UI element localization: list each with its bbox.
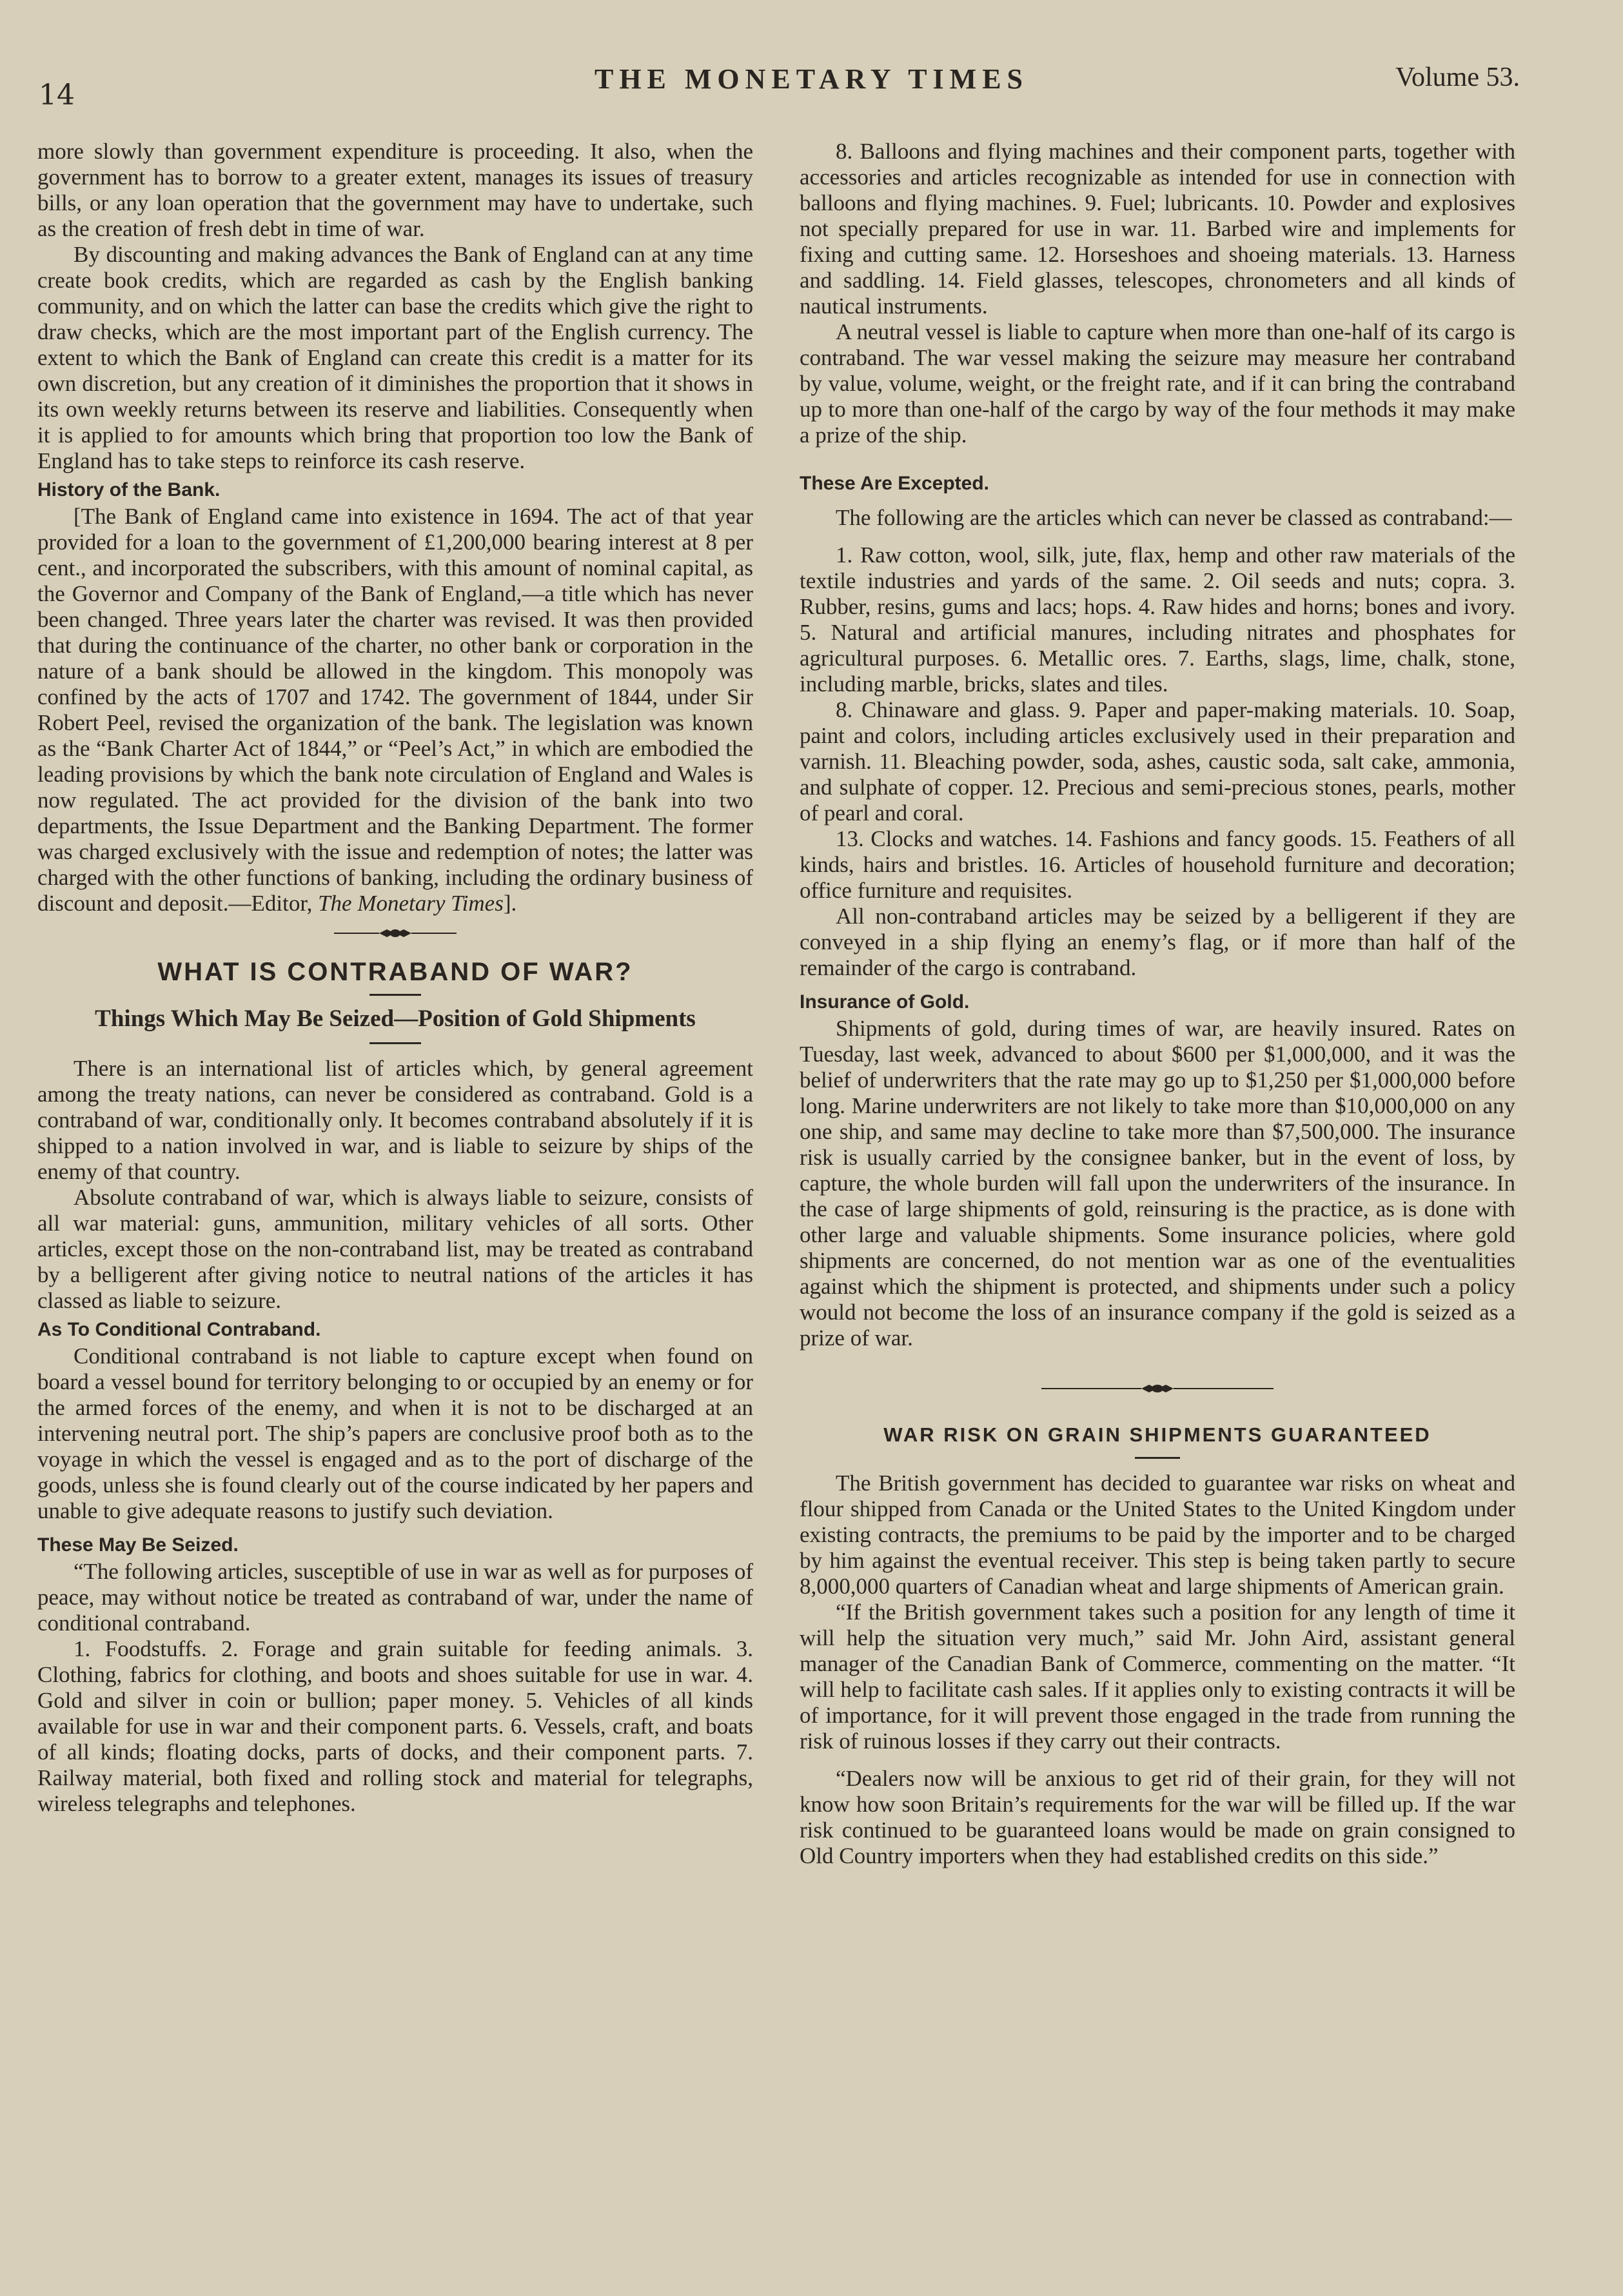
paragraph-dealers: “Dealers now will be anxious to get rid of their grain, for they will not know how soon Britain’s requirements for the war will be filled up. If the war risk continued to be guaranteed loans would be made on grain consigned to Old Country importers when they had established credits on this side.” — [800, 1766, 1515, 1868]
paragraph-excepted-1-7: 1. Raw cotton, wool, silk, jute, flax, hemp and other raw materials of the textile industries and yards of the same. 2. Oil seeds and nuts; copra. 3. Rubber, resins, gums and lacs; hops. 4. Raw hides and horns; bones and ivory. 5. Natural and artificial manures, including nitrates and phosphates for agricultural purposes. 6. Metallic ores. 7. Earths, slags, lime, chalk, stone, including marble, bricks, slates and tiles. — [800, 542, 1515, 697]
page-number: 14 — [39, 79, 75, 112]
article-title-contraband: WHAT IS CONTRABAND OF WAR? — [157, 958, 633, 986]
paragraph-insurance-gold: Shipments of gold, during times of war, are heavily insured. Rates on Tuesday, last week, advanced to about $600 per $1,000,000, and it was the belief of underwriters that the rate may go up to $1,250 per $1,000,000 before long. Marine underwriters are not likely to take more than $10,000,000 on any one ship, and same may decline to take more than $7,500,000. The insurance risk is usually carried by the consignee banker, but in the event of loss, by capture, the whole burden will fall upon the underwriters of the insurance. In the case of large shipments of gold, reinsuring is the practice, as is done with other large and valuable shipments. Some insurance policies, where gold shipments are concerned, do not mention war as one of the eventualities against which the shipment is protected, and shipments under such a policy would not become the loss of an insurance company if the gold is seized as a prize of war. — [800, 1016, 1515, 1351]
subhead-conditional: As To Conditional Contraband. — [37, 1319, 321, 1340]
paragraph-neutral-vessel: A neutral vessel is liable to capture when more than one-half of its cargo is contraband. The war vessel making the seizure may measure her contraband by value, volume, weight, or the freight rate, and if it can bring the contraband up to more than one-half of the cargo by way of the four methods it may make a prize of the ship. — [800, 319, 1515, 448]
history-end: ]. — [503, 891, 517, 916]
paragraph-items-8-14: 8. Balloons and flying machines and their component parts, together with accessories and articles recognizable as intended for use in connection with balloons and flying machines. 9. Fuel; lubricants. 10. Powder and explosives not specially prepared for use in war. 11. Barbed wire and implements for fixing and cutting same. 12. Horseshoes and shoeing materials. 13. Harness and saddling. 14. Field glasses, telescopes, chronometers and all kinds of nautical instruments. — [800, 139, 1515, 319]
paragraph-aird-quote: “If the British government takes such a position for any length of time it will help the situation very much,” said Mr. John Aird, assistant general manager of the Canadian Bank of Commerce, commenting on the matter. “It will help to facilitate cash sales. If it applies only to existing contracts it will be of importance, for it will prevent those engaged in the trade from running the risk of ruinous losses if they carry out their contracts. — [800, 1599, 1516, 1754]
subhead-insurance-gold: Insurance of Gold. — [800, 991, 970, 1013]
paragraph-history — [37, 504, 753, 916]
paragraph-discounting: By discounting and making advances the Bank of England can at any time create book credits, which are regarded as cash by the English banking community, and on which the latter can base the credits which give the right to draw checks, which are the most important part of the English currency. The extent to which the Bank of England can create this credit is a matter for its own discretion, but any creation of it diminishes the proportion that it shows in its own weekly returns between its reserve and liabilities. Consequently when it is applied to for amounts which bring that proportion too low the Bank of England has to take steps to reinforce its cash reserve. — [37, 242, 753, 473]
paragraph-excepted-8-12: 8. Chinaware and glass. 9. Paper and paper-making materials. 10. Soap, paint and colors, including articles exclusively used in their preparation and varnish. 11. Bleaching powder, soda, ashes, caustic soda, salt cake, ammonia, and sulphate of copper. 12. Precious and semi-precious stones, pearls, mother of pearl and coral. — [800, 697, 1515, 826]
history-text: [The Bank of England came into existence in 1694. The act of that year provided for a loan to the government of £1,200,000 bearing interest at 8 per cent., and incorporated the subscribers, with this amount of nominal capital, as the Governor and Company of the Bank of England,—a title which has never been changed. Three years later the charter was revised. It was then provided that during the continuance of the charter, no other bank or corporation in the nature of a bank should be allowed in the kingdom. This monopoly was confined by the acts of 1707 and 1742. The government of 1844, under Sir Robert Peel, revised the organization of the bank. The legislation was known as the “Bank Charter Act of 1844,” or “Peel’s Act,” in which are embodied the leading provisions by which the bank note circulation of England and Wales is now regulated. The act provided for the division of the bank into two departments, the Issue Department and the Banking Department. The former was charged exclusively with the issue and redemption of notes; the latter was charged with the other functions of banking, including the ordinary business of discount and deposit.—Editor, — [37, 504, 753, 916]
paragraph-seized-quote: “The following articles, susceptible of use in war as well as for purposes of peace, may without notice be treated as contraband of war, under the name of conditional contraband. — [37, 1559, 753, 1636]
paragraph-non-contraband: All non-contraband articles may be seized by a belligerent if they are conveyed in a ship flying an enemy’s flag, or if more than half of the remainder of the cargo is contraband. — [800, 904, 1515, 980]
title-rule-2 — [1135, 1457, 1180, 1459]
article-title-grain: WAR RISK ON GRAIN SHIPMENTS GUARANTEED — [883, 1423, 1431, 1446]
history-source: The Monetary Times — [318, 891, 504, 916]
paragraph-absolute: Absolute contraband of war, which is always liable to seizure, consists of all war material: guns, ammunition, military vehicles of all sorts. Other articles, except those on the non-contraband list, may be treated as contraband by a belligerent after giving notice to neutral nations of the articles it has classed as liable to seizure. — [37, 1185, 753, 1313]
ornament-divider-2 — [800, 1381, 1515, 1400]
left-column — [37, 139, 753, 1817]
paragraph-international-list: There is an international list of articles which, by general agreement among the treaty nations, can never be considered as contraband. Gold is a contraband of war, conditionally only. It becomes contraband absolutely if it is shipped to a nation involved in war, and is liable to seizure by ships of the enemy of that country. — [37, 1056, 753, 1184]
right-column — [800, 139, 1515, 1869]
subhead-seized: These May Be Seized. — [37, 1534, 239, 1556]
ornament-divider — [37, 925, 753, 945]
subhead-excepted: These Are Excepted. — [800, 473, 990, 494]
title-rule — [369, 994, 421, 996]
masthead: THE MONETARY TIMES — [594, 63, 1029, 95]
deck-rule — [369, 1042, 421, 1044]
volume-label: Volume 53. — [1395, 63, 1520, 92]
paragraph-excepted-13-16: 13. Clocks and watches. 14. Fashions and fancy goods. 15. Feathers of all kinds, hairs and bristles. 16. Articles of household furniture and decoration; office furniture and requisites. — [800, 826, 1515, 903]
article-deck: Things Which May Be Seized—Position of Gold Shipments — [95, 1005, 696, 1032]
page-header — [0, 59, 1623, 111]
paragraph-excepted-intro: The following are the articles which can never be classed as contraband:— — [836, 505, 1512, 530]
subhead-history: History of the Bank. — [37, 479, 221, 500]
paragraph-conditional: Conditional contraband is not liable to capture except when found on board a vessel bound for territory belonging to or occupied by an enemy or for the armed forces of the enemy, and when it is not to be discharged at an intervening neutral port. The ship’s papers are conclusive proof both as to the voyage in which the vessel is engaged and as to the port of discharge of the goods, unless she is found clearly out of the course indicated by her papers and unable to give adequate reasons to justify such deviation. — [37, 1343, 753, 1523]
paragraph-intro: more slowly than government expenditure is proceeding. It also, when the government has to borrow to a greater extent, manages its issues of treasury bills, or any loan operation that the government may have to undertake, such as the creation of fresh debt in time of war. — [37, 139, 753, 241]
paragraph-seized-items: 1. Foodstuffs. 2. Forage and grain suitable for feeding animals. 3. Clothing, fabrics for clothing, and boots and shoes suitable for use in war. 4. Gold and silver in coin or bullion; paper money. 5. Vehicles of all kinds available for use in war and their component parts. 6. Vessels, craft, and boats of all kinds; floating docks, parts of docks, and their component parts. 7. Railway material, both fixed and rolling stock and material for telegraphs, wireless telegraphs and telephones. — [37, 1636, 753, 1816]
paragraph-grain: The British government has decided to guarantee war risks on wheat and flour shipped from Canada or the United States to the United Kingdom under existing contracts, the premiums to be paid by the importer and to be charged by him against the eventual receiver. This step is being taken partly to secure 8,000,000 quarters of Canadian wheat and large shipments of American grain. — [800, 1470, 1515, 1599]
